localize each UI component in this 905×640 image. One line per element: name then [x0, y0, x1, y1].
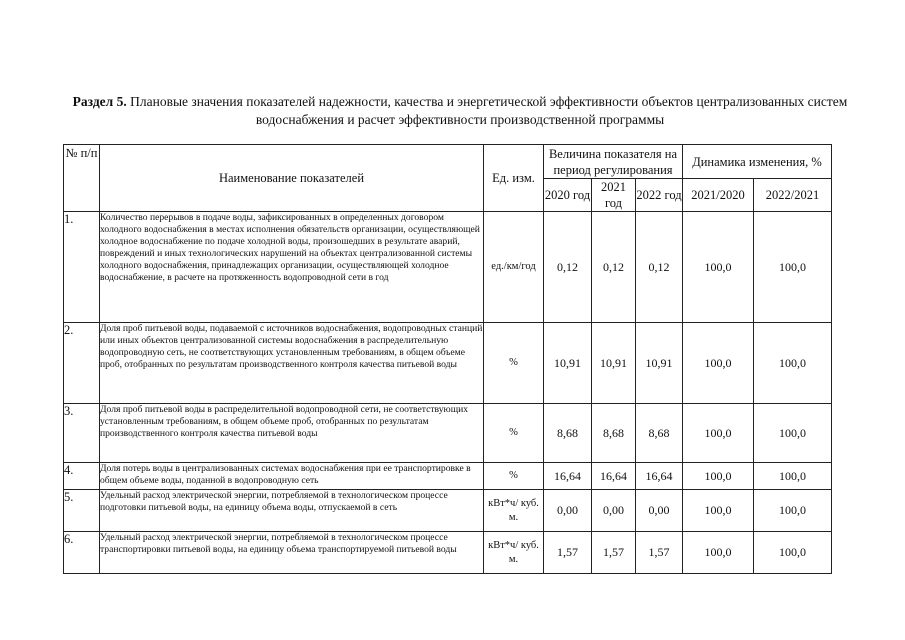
- row-number: 4.: [64, 463, 100, 490]
- unit-cell: ед./км/год: [484, 212, 544, 323]
- row-number: 2.: [64, 323, 100, 404]
- value-2021: 16,64: [592, 463, 636, 490]
- section-number: Раздел 5.: [72, 94, 127, 109]
- dynamics-2022-2021: 100,0: [754, 490, 832, 532]
- unit-cell: кВт*ч/ куб. м.: [484, 490, 544, 532]
- table-row: [64, 404, 832, 463]
- indicator-name: Доля проб питьевой воды в распределительной водопроводной сети, не соответствующих установленным требованиям, в общем объеме проб, отобранных по результатам производственного контроля качества питьевой воды: [100, 404, 484, 463]
- value-2020: 1,57: [544, 532, 592, 574]
- table-row: [64, 532, 832, 574]
- value-2020: 0,00: [544, 490, 592, 532]
- value-2021: 1,57: [592, 532, 636, 574]
- header-year-2020: 2020 год: [544, 179, 592, 212]
- unit-cell: кВт*ч/ куб. м.: [484, 532, 544, 574]
- dynamics-2021-2020: 100,0: [683, 323, 754, 404]
- header-number: № п/п: [64, 145, 100, 212]
- header-name: Наименование показателей: [100, 145, 484, 212]
- dynamics-2022-2021: 100,0: [754, 323, 832, 404]
- value-2021: 0,00: [592, 490, 636, 532]
- value-2022: 0,00: [636, 490, 683, 532]
- unit-cell: %: [484, 323, 544, 404]
- header-dynamics-2021-2020: 2021/2020: [683, 179, 754, 212]
- value-2021: 10,91: [592, 323, 636, 404]
- header-year-2021: 2021 год: [592, 179, 636, 212]
- section-title: [60, 93, 860, 129]
- indicator-name: Доля проб питьевой воды, подаваемой с источников водоснабжения, водопроводных станций или иных объектов централизованной системы водоснабжения в распределительную водопроводную сеть, не соответствующих установленным требованиям, в общем объеме проб, отобранных по результатам производственного контроля качества питьевой воды: [100, 323, 484, 404]
- value-2020: 8,68: [544, 404, 592, 463]
- indicator-name: Количество перерывов в подаче воды, зафиксированных в определенных договором холодного водоснабжения в местах исполнения обязательств организации, осуществляющей холодное водоснабжение по подаче холодной воды, произошедших в результате аварий, повреждений и иных технологических нарушений на объектах централизованной системы холодного водоснабжения, принадлежащих организации, осуществляющей холодное водоснабжение, в расчете на протяженность водопроводной сети в год: [100, 212, 484, 323]
- dynamics-2021-2020: 100,0: [683, 463, 754, 490]
- unit-cell: %: [484, 463, 544, 490]
- dynamics-2021-2020: 100,0: [683, 532, 754, 574]
- row-number: 1.: [64, 212, 100, 323]
- table-row: [64, 323, 832, 404]
- value-2022: 1,57: [636, 532, 683, 574]
- dynamics-2021-2020: 100,0: [683, 404, 754, 463]
- dynamics-2022-2021: 100,0: [754, 463, 832, 490]
- indicator-name: Удельный расход электрической энергии, потребляемой в технологическом процессе транспортировки питьевой воды, на единицу объема транспортируемой питьевой воды: [100, 532, 484, 574]
- table-row: [64, 490, 832, 532]
- value-2022: 16,64: [636, 463, 683, 490]
- value-2021: 0,12: [592, 212, 636, 323]
- dynamics-2022-2021: 100,0: [754, 404, 832, 463]
- table-row: [64, 463, 832, 490]
- value-2022: 8,68: [636, 404, 683, 463]
- row-number: 3.: [64, 404, 100, 463]
- value-2020: 0,12: [544, 212, 592, 323]
- dynamics-2021-2020: 100,0: [683, 490, 754, 532]
- dynamics-2022-2021: 100,0: [754, 212, 832, 323]
- indicator-name: Доля потерь воды в централизованных системах водоснабжения при ее транспортировке в общем объеме воды, поданной в водопроводную сеть: [100, 463, 484, 490]
- value-2020: 10,91: [544, 323, 592, 404]
- value-2020: 16,64: [544, 463, 592, 490]
- header-year-2022: 2022 год: [636, 179, 683, 212]
- header-dynamics-2022-2021: 2022/2021: [754, 179, 832, 212]
- header-value-group: Величина показателя на период регулирования: [544, 145, 683, 179]
- header-unit: Ед. изм.: [484, 145, 544, 212]
- header-dynamics-group: Динамика изменения, %: [683, 145, 832, 179]
- indicator-name: Удельный расход электрической энергии, потребляемой в технологическом процессе подготовки питьевой воды, на единицу объема воды, отпускаемой в сеть: [100, 490, 484, 532]
- value-2022: 0,12: [636, 212, 683, 323]
- value-2022: 10,91: [636, 323, 683, 404]
- dynamics-2021-2020: 100,0: [683, 212, 754, 323]
- row-number: 5.: [64, 490, 100, 532]
- unit-cell: %: [484, 404, 544, 463]
- indicators-table: [63, 144, 832, 574]
- section-title-text: Плановые значения показателей надежности, качества и энергетической эффективности объектов централизованных систем водоснабжения и расчет эффективности производственной программы: [130, 94, 848, 127]
- dynamics-2022-2021: 100,0: [754, 532, 832, 574]
- table-row: [64, 212, 832, 323]
- row-number: 6.: [64, 532, 100, 574]
- value-2021: 8,68: [592, 404, 636, 463]
